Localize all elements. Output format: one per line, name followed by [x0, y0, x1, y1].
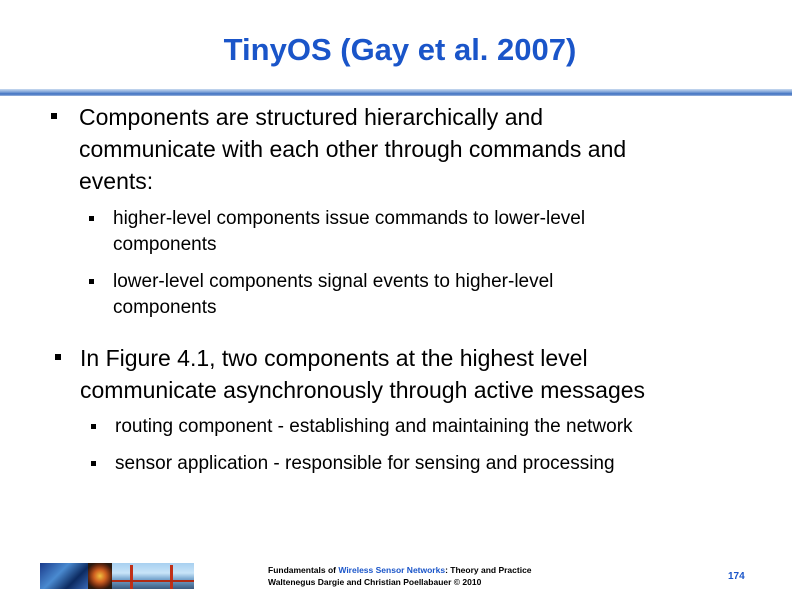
- footer-book-title: Fundamentals of Wireless Sensor Networks: Theory and Practice: [268, 565, 532, 575]
- bullet-text: In Figure 4.1, two components at the highest level communicate asynchronously through active messages: [80, 345, 646, 403]
- footer-authors: Waltenegus Dargie and Christian Poellabauer © 2010: [268, 577, 482, 587]
- circuit-board-image: [40, 563, 88, 589]
- bullet-text: routing component - establishing and maintaining the network: [115, 416, 633, 437]
- bullet-square-icon: [55, 354, 61, 360]
- bullet-text: lower-level components signal events to higher-level components: [113, 271, 554, 318]
- bullet-text: sensor application - responsible for sensing and processing: [115, 453, 615, 474]
- bullet-square-icon: [89, 216, 94, 221]
- slide-title: TinyOS (Gay et al. 2007): [223, 32, 577, 67]
- bullet-square-icon: [91, 461, 96, 466]
- bullet-text: Components are structured hierarchically and communicate with each other through commands and events:: [79, 104, 627, 194]
- bullet-text: higher-level components issue commands to lower-level components: [113, 208, 586, 255]
- footer-banner-image: [40, 563, 194, 589]
- bullet-square-icon: [89, 279, 94, 284]
- sensor-lens-image: [88, 563, 112, 589]
- bullet-square-icon: [91, 424, 96, 429]
- title-divider: [0, 89, 792, 96]
- page-number: 174: [728, 571, 745, 582]
- bridge-image: [112, 563, 194, 589]
- bullet-square-icon: [51, 113, 57, 119]
- footer-citation: [268, 564, 532, 588]
